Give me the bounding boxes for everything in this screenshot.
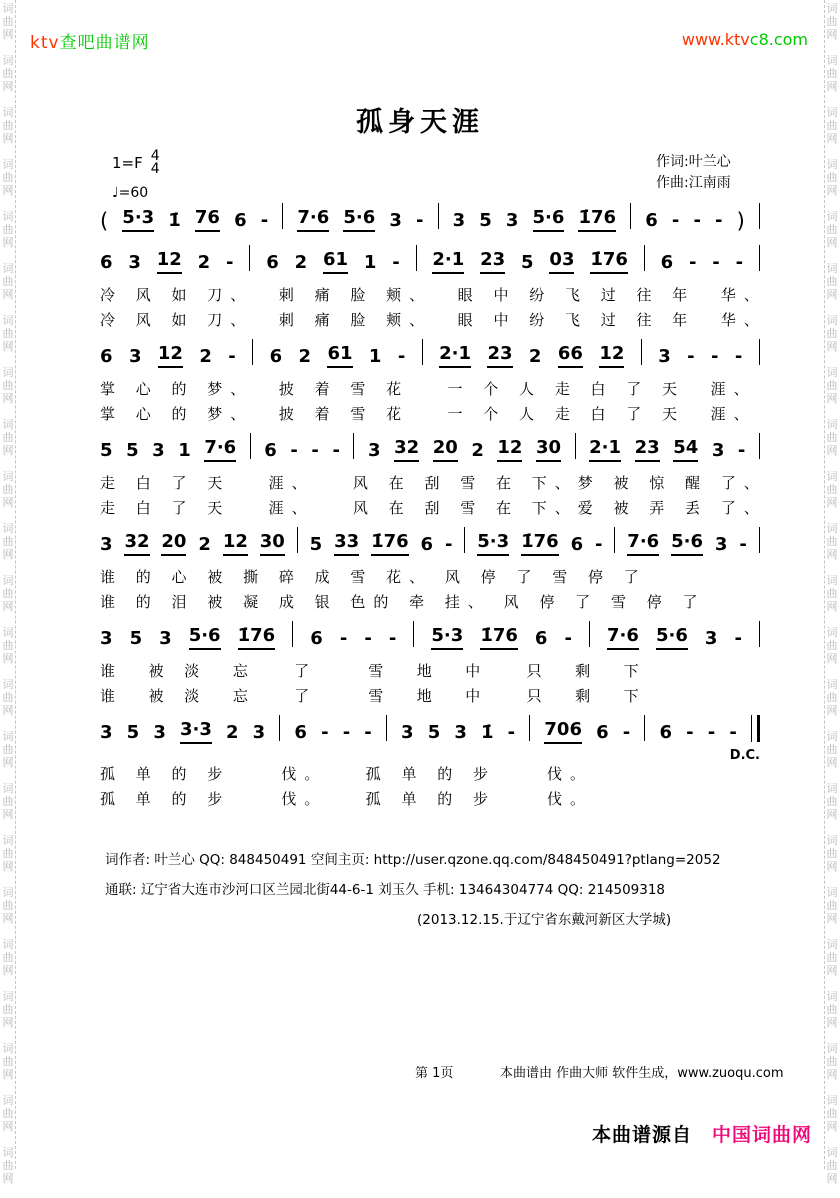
barline-icon [641,339,642,365]
note-token: 20 [433,437,458,462]
dash-token: - [622,722,631,743]
dash-token: - [688,252,697,273]
right-dashed-border [824,0,825,1169]
score-line [100,524,760,616]
note-token: 3 [452,210,466,231]
note-token: 1̇76 [578,207,616,232]
dash-token: - [364,628,372,649]
note-token: 1̇76 [371,531,409,556]
lyrics-line: 孤 单 的 步 伐。 孤 单 的 步 伐。 [100,765,594,783]
note-token: 6 [570,534,584,555]
site-name-prefix: ktv [30,33,60,53]
note-token: 3 [100,534,113,555]
barline-icon [353,433,354,459]
dash-token: - [339,628,348,649]
contact-address-line: 通联: 辽宁省大连市沙河口区兰园北街44-6-1 刘玉久 手机: 13464304774 QQ: 214509318 [105,882,666,898]
note-token: 23 [487,343,512,368]
note-token: 33 [334,531,359,556]
note-token: 6 [596,722,609,743]
lyrics-line: 谁 被 淡 忘 了 雪 地 中 只 剩 下 [100,687,647,705]
note-token: 30 [536,437,561,462]
note-token: 54 [673,437,698,462]
barline-icon [759,203,760,229]
contact-author-line: 词作者: 叶兰心 QQ: 848450491 空间主页: http://user.qzone.qq.com/848450491?ptlang=2052 [105,852,721,868]
notation-line [100,242,760,274]
source-label: 本曲谱源自 [591,1124,692,1146]
score-line [100,200,760,232]
note-token: 61 [327,343,352,368]
note-token: 3 [153,722,166,743]
note-token: 30 [260,531,285,556]
dash-token: - [332,440,340,461]
note-token: 2·1 [432,249,464,274]
lyrics-line: 冷 风 如 刀、 刺 痛 脸 颊、 眼 中 纷 飞 过 往 年 华、 [100,286,767,304]
note-token: 3 [100,722,113,743]
generator-note: 本曲谱由 作曲大师 软件生成，www.zuoqu.com [500,1066,784,1081]
note-token: 5 [100,440,113,461]
dash-token: - [739,534,747,555]
dash-token: - [729,722,737,743]
barline-icon [644,245,645,271]
barline-icon [416,245,417,271]
quarter-note-icon: ♩ [112,185,119,201]
note-token: 66 [558,343,583,368]
note-token: 5 [427,722,441,743]
note-token: 3 [505,210,519,231]
note-token: 6 [294,722,307,743]
dash-token: - [311,440,319,461]
note-token: 32 [394,437,419,462]
note-token: 6 [264,440,277,461]
paren: ) [736,209,745,233]
note-token: 7·6 [627,531,659,556]
notation-line [100,712,760,744]
barline-icon [464,527,465,553]
barline-icon [438,203,439,229]
note-token: 3 [711,440,725,461]
dc-mark: D.C. [729,748,760,763]
note-token: 12 [599,343,624,368]
watermark-column-right: 词 曲 网 词 曲 网 词 曲 网 词 曲 网 词 曲 网 词 曲 网 词 曲 网 词 曲 网 词 曲 网 词 曲 网 词 曲 网 词 曲 网 词 曲 网 词 曲 网 词 曲 网 词 曲 网 词 曲 网 词 曲 网 词 曲 网 词 曲 网 词 曲 网 词 曲 网 词 曲 网 [826,2,838,1185]
barline-icon [644,715,645,741]
note-token: 2 [298,346,312,367]
site-name-suffix: 查吧曲谱网 [59,33,150,53]
note-token: 23 [635,437,660,462]
note-token: 5·3 [431,625,463,650]
dash-token: - [342,722,351,743]
note-token: 2 [197,252,211,273]
composer-credit: 作曲:江南雨 [656,175,731,191]
note-token: 5 [126,722,140,743]
note-token: 3 [152,440,165,461]
note-token: 1̇76 [238,625,276,650]
barline-icon [630,203,631,229]
time-signature-bottom: 4 [150,161,160,177]
barline-icon [249,245,250,271]
tempo-marking [112,185,160,201]
note-token: 7·6 [607,625,639,650]
tempo-value: =60 [118,185,149,201]
lyrics-line: 走 白 了 天 涯、 风 在 刮 雪 在 下、梦 被 惊 醒 了、 [100,474,767,492]
dash-token: - [737,440,746,461]
site-url-prefix: www.ktv [681,30,750,49]
barline-icon [279,715,280,741]
note-token: 2 [225,722,239,743]
note-token: 3 [389,210,402,231]
dash-token: - [388,628,397,649]
dash-token: - [444,534,453,555]
note-token: 2·1 [589,437,621,462]
note-token: 3 [252,722,266,743]
dash-token: - [364,722,372,743]
barline-icon [282,203,283,229]
note-token: 6 [534,628,548,649]
lyrics-line: 冷 风 如 刀、 刺 痛 脸 颊、 眼 中 纷 飞 过 往 年 华、 [100,311,767,329]
note-token: 3 [368,440,381,461]
lyricist-credit: 作词:叶兰心 [656,154,731,170]
note-token: 1̇ [168,210,181,231]
note-token: 2·1 [439,343,471,368]
dash-token: - [671,210,680,231]
note-token: 6 [659,722,673,743]
contact-date-line: (2013.12.15.于辽宁省东戴河新区大学城) [417,912,672,928]
barline-icon [252,339,253,365]
note-token: 1̇76 [590,249,628,274]
barline-icon [386,715,387,741]
dash-token: - [321,722,329,743]
note-token: 3 [714,534,728,555]
note-token: 12 [223,531,248,556]
site-url-suffix: c8.com [749,30,808,49]
notation-line [100,430,760,462]
note-token: 6 [234,210,247,231]
dash-token: - [507,722,516,743]
left-dashed-border [15,0,16,1169]
note-token: 6 [645,210,658,231]
note-token: 1 [368,346,382,367]
score-line [100,712,760,813]
barline-icon [589,621,590,647]
dash-token: - [392,252,400,273]
dash-token: - [734,346,743,367]
source-brand: 中国词曲网 [711,1124,812,1146]
note-token: 706 [544,719,582,744]
dash-token: - [715,210,723,231]
note-token: 5 [126,440,139,461]
note-token: 1̇76 [521,531,559,556]
note-token: 3 [401,722,414,743]
dash-token: - [415,210,424,231]
note-token: 6 [269,346,283,367]
lyrics-line: 走 白 了 天 涯、 风 在 刮 雪 在 下、爱 被 弄 丢 了、 [100,499,767,517]
note-token: 3 [159,628,172,649]
dash-token: - [735,252,744,273]
barline-icon [759,621,760,647]
contact-block [105,845,721,935]
note-token: 1̇76 [480,625,518,650]
score-line [100,618,760,710]
notation-line [100,200,760,232]
notation-line [100,618,760,650]
note-token: 5 [521,252,534,273]
note-token: 76 [195,207,220,232]
note-token: 23 [480,249,505,274]
note-token: 5·6 [656,625,688,650]
credits [656,152,731,194]
note-token: 6 [420,534,434,555]
dash-token: - [707,722,716,743]
barline-icon [759,339,760,365]
note-token: 5 [129,628,143,649]
note-token: 1̇ [481,722,494,743]
dash-token: - [564,628,572,649]
note-token: 2 [198,534,211,555]
note-token: 7·6 [297,207,329,232]
key-signature-block [112,150,160,201]
source-line [592,1120,812,1147]
note-token: 5·6 [343,207,375,232]
dash-token: - [226,252,234,273]
note-token: 5·6 [189,625,221,650]
note-token: 3 [128,252,141,273]
barline-icon [422,339,423,365]
note-token: 12 [157,249,182,274]
barline-icon [413,621,414,647]
dash-token: - [712,252,720,273]
score-line [100,242,767,334]
note-token: 5·6 [671,531,703,556]
note-token: 20 [161,531,186,556]
note-token: 2 [294,252,308,273]
note-token: 12 [158,343,183,368]
note-token: 2 [471,440,484,461]
score-line [100,336,760,428]
dash-token: - [595,534,603,555]
dash-token: - [260,210,269,231]
note-token: 6 [660,252,674,273]
dash-token: - [228,346,236,367]
dash-token: - [734,628,742,649]
note-token: 2 [528,346,542,367]
lyrics-line: 谁 的 心 被 撕 碎 成 雪 花、 风 停 了 雪 停 了 [100,568,647,586]
note-token: 3 [100,628,113,649]
dash-token: - [290,440,298,461]
page-number: 第 1页 [415,1066,454,1081]
note-token: 3 [704,628,718,649]
watermark-column-left: 词 曲 网 词 曲 网 词 曲 网 词 曲 网 词 曲 网 词 曲 网 词 曲 网 词 曲 网 词 曲 网 词 曲 网 词 曲 网 词 曲 网 词 曲 网 词 曲 网 词 曲 网 词 曲 网 词 曲 网 词 曲 网 词 曲 网 词 曲 网 词 曲 网 词 曲 网 词 曲 网 [2,2,14,1185]
lyrics-line: 掌 心 的 梦、 披 着 雪 花 一 个 人 走 白 了 天 涯、 [100,405,757,423]
lyrics-line: 孤 单 的 步 伐。 孤 单 的 步 伐。 [100,790,594,808]
barline-icon [575,433,576,459]
note-token: 6 [100,252,113,273]
site-url [682,30,808,49]
lyrics-line: 谁 的 泪 被 凝 成 银 色的 牵 挂、 风 停 了 雪 停 了 [100,593,706,611]
note-token: 12 [497,437,522,462]
barline-icon [759,527,760,553]
note-token: 5·3 [122,207,154,232]
dash-token: - [687,346,695,367]
note-token: 7·6 [204,437,236,462]
key-signature: 1=F [112,154,143,172]
note-token: 2 [199,346,212,367]
dash-token: - [686,722,694,743]
barline-icon [250,433,251,459]
dash-token: - [397,346,406,367]
barline-icon [759,245,760,271]
time-signature [151,150,160,176]
notation-line [100,336,760,368]
dash-token: - [711,346,719,367]
note-token: 3·3 [180,719,212,744]
lyrics-line: 谁 被 淡 忘 了 雪 地 中 只 剩 下 [100,662,647,680]
time-signature-top: 4 [150,148,160,164]
notation-line [100,524,760,556]
note-token: 32 [124,531,149,556]
barline-icon [759,433,760,459]
final-barline-icon [751,715,760,742]
score-line [100,430,767,522]
note-token: 3 [658,346,671,367]
note-token: 6 [266,252,279,273]
note-token: 03 [549,249,574,274]
song-title: 孤身天涯 [356,107,484,138]
note-token: 1 [178,440,191,461]
dash-token: - [693,210,701,231]
barline-icon [292,621,293,647]
site-name [30,28,150,53]
note-token: 5·3 [477,531,509,556]
note-token: 5·6 [533,207,565,232]
score [100,200,767,815]
paren: ( [100,209,109,233]
barline-icon [614,527,615,553]
note-token: 5 [479,210,492,231]
barline-icon [529,715,530,741]
barline-icon [297,527,298,553]
note-token: 6 [310,628,323,649]
lyrics-line: 掌 心 的 梦、 披 着 雪 花 一 个 人 走 白 了 天 涯、 [100,380,757,398]
note-token: 1 [363,252,377,273]
note-token: 6 [100,346,113,367]
note-token: 61 [323,249,348,274]
note-token: 3 [128,346,142,367]
note-token: 3 [454,722,467,743]
note-token: 5 [309,534,323,555]
